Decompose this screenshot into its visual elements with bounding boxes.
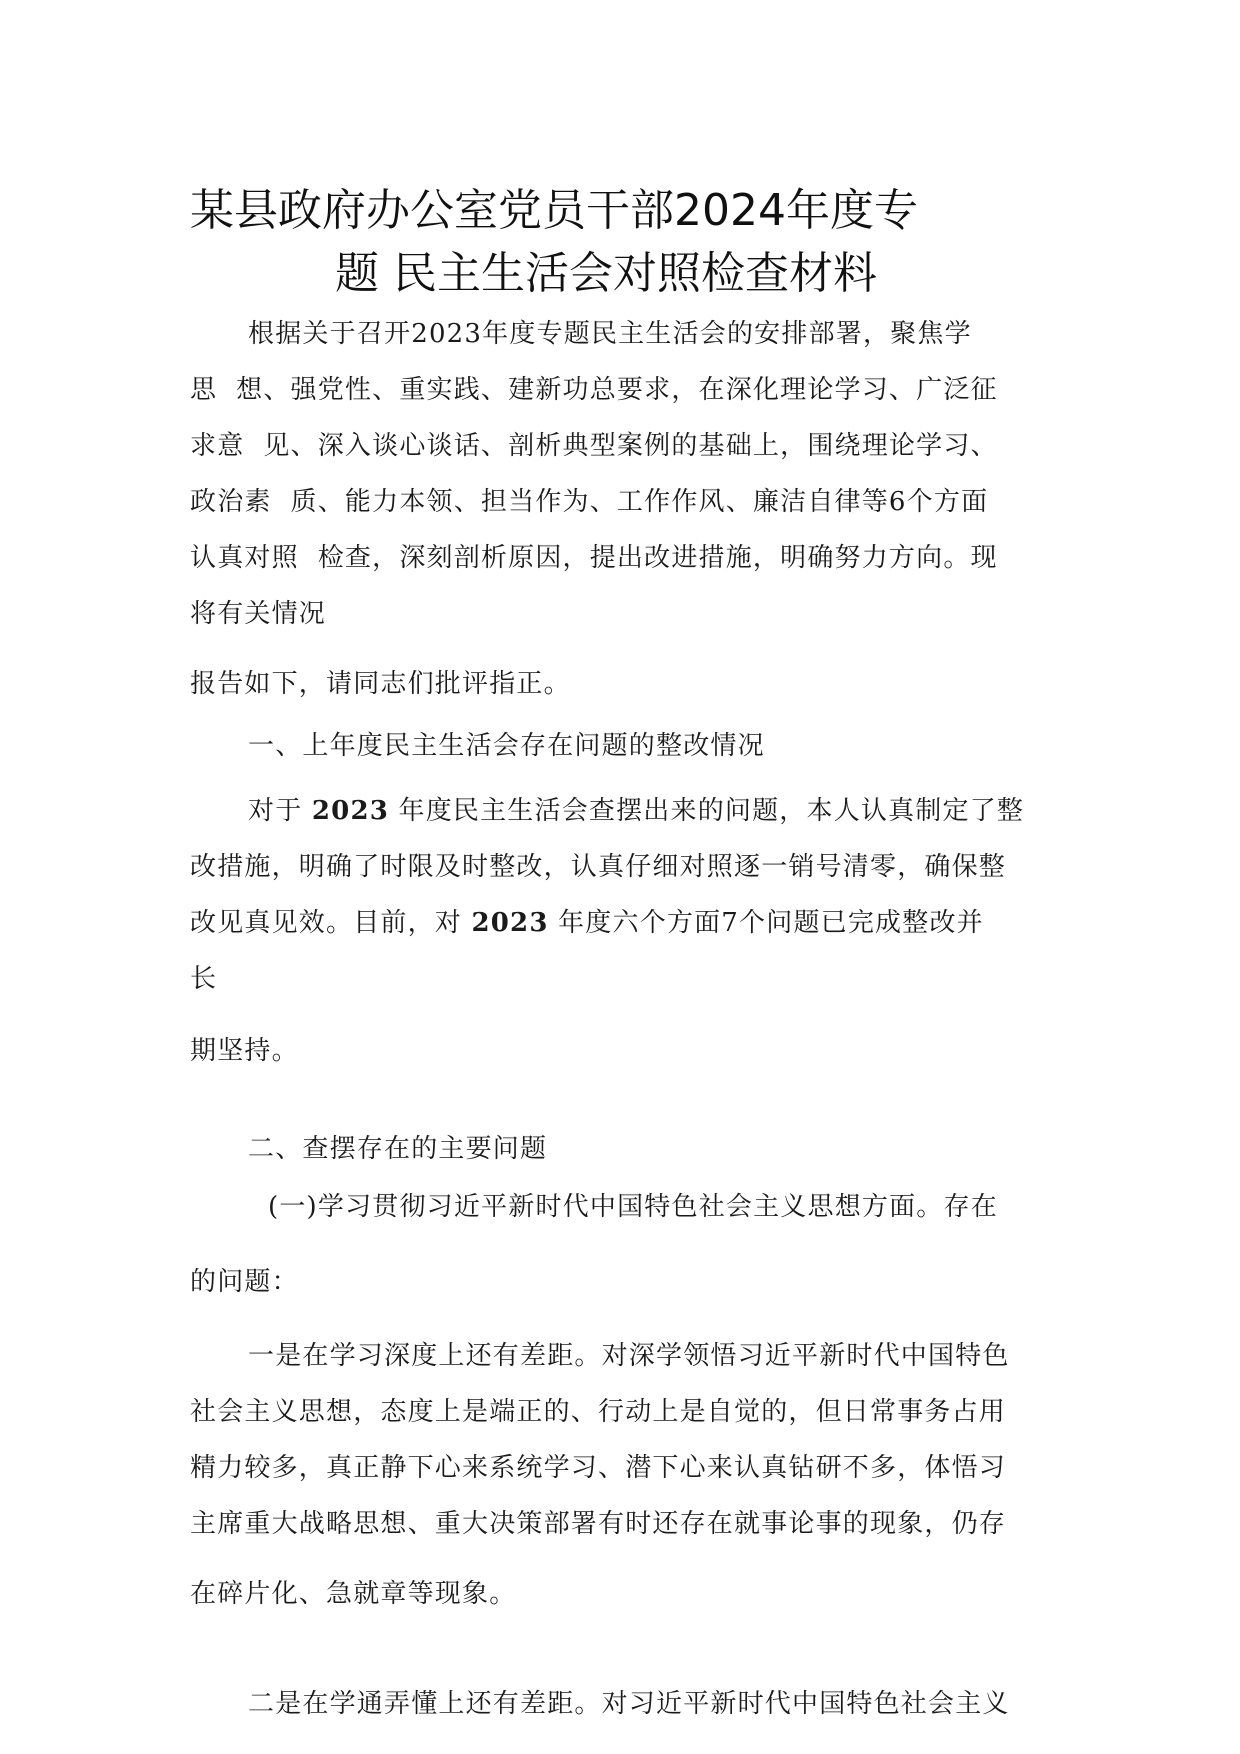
intro-line: 将有关情况 [190, 599, 327, 629]
text-run: 年度民主生活会查摆出来的问题，本人认真制定了整 [389, 796, 1025, 826]
year-bold: 2023 [311, 796, 390, 826]
text-run: 年度六个方面7个问题已完成整改并 [548, 908, 984, 938]
point-1-line: 社会主义思想，态度上是端正的、行动上是自觉的，但日常事务占用 [190, 1397, 1007, 1427]
intro-line: 求意 见、深入谈心谈话、剖析典型案例的基础上，围绕理论学习、 [190, 431, 998, 461]
intro-tail-line: 报告如下，请同志们批评指正。 [190, 669, 571, 699]
text-run: 改见真见效。目前，对 [190, 908, 472, 938]
section-1-heading: 一、上年度民主生活会存在问题的整改情况 [248, 731, 765, 761]
section-1-tail-line: 期坚持。 [190, 1036, 299, 1066]
section-1-paragraph-line: 长 [190, 964, 218, 994]
intro-line: 认真对照 检查，深刻剖析原因，提出改进措施，明确努力方向。现 [190, 543, 998, 573]
document-title-line-2: 题 民主生活会对照检查材料 [335, 248, 877, 299]
point-2-line: 二是在学通弄懂上还有差距。对习近平新时代中国特色社会主义 [248, 1689, 1010, 1719]
year-bold: 2023 [471, 908, 549, 938]
section-1-paragraph-line [190, 906, 984, 940]
point-1-line: 精力较多，真正静下心来系统学习、潜下心来认真钻研不多，体悟习 [190, 1453, 1007, 1483]
section-1-paragraph-line: 改措施，明确了时限及时整改，认真仔细对照逐一销号清零，确保整 [190, 852, 1007, 882]
intro-line: 政治素 质、能力本领、担当作为、工作作风、廉洁自律等6个方面 [190, 487, 989, 517]
section-2-heading: 二、查摆存在的主要问题 [248, 1134, 548, 1164]
section-1-paragraph-line [248, 794, 1024, 828]
subsection-1-heading: (一)学习贯彻习近平新时代中国特色社会主义思想方面。存在 [268, 1192, 998, 1222]
intro-line: 根据关于召开2023年度专题民主生活会的安排部署，聚焦学 [248, 319, 972, 349]
intro-line: 思 想、强党性、重实践、建新功总要求，在深化理论学习、广泛征 [190, 375, 998, 405]
subsection-1-tail-line: 的问题： [190, 1267, 299, 1297]
point-1-line: 一是在学习深度上还有差距。对深学领悟习近平新时代中国特色 [248, 1341, 1010, 1371]
point-1-line: 主席重大战略思想、重大决策部署有时还存在就事论事的现象，仍存 [190, 1509, 1007, 1539]
document-title-line-1: 某县政府办公室党员干部2024年度专 [190, 185, 918, 236]
text-run: 对于 [248, 796, 312, 826]
point-1-tail-line: 在碎片化、急就章等现象。 [190, 1579, 517, 1609]
